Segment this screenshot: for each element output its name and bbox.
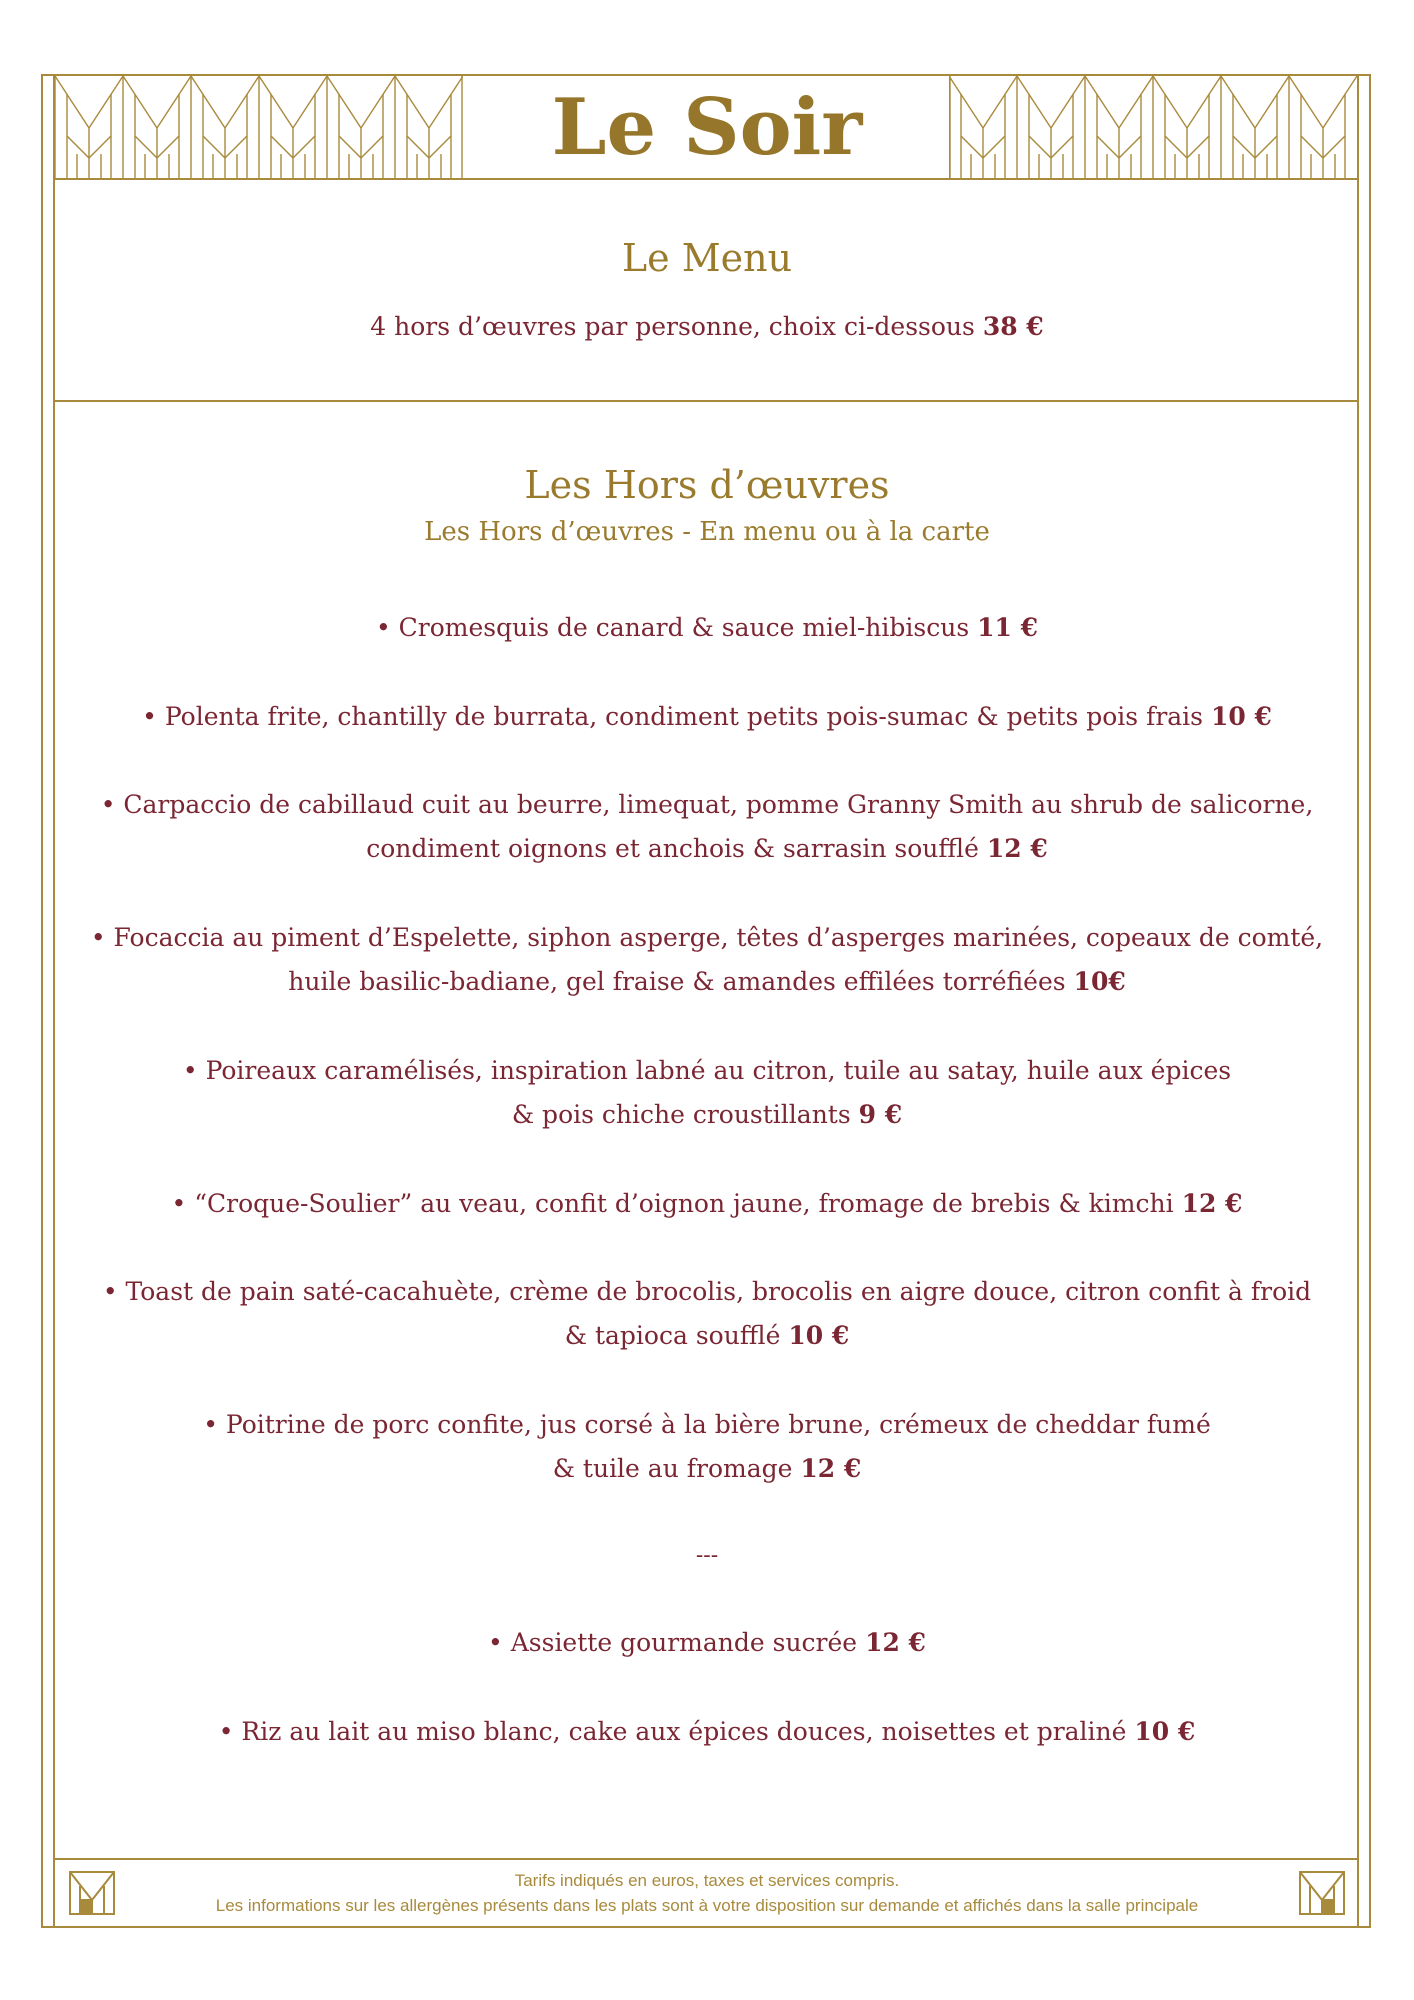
hors-doeuvre-item-line: [60, 1182, 1354, 1226]
hors-doeuvre-item-price: 12 €: [986, 834, 1048, 863]
hors-doeuvre-item-price: 10 €: [788, 1321, 850, 1350]
hors-subheading: Les Hors d’œuvres - En menu ou à la carte: [424, 517, 990, 547]
hors-doeuvre-item-line: [60, 606, 1354, 650]
page-title: Le Soir: [551, 82, 863, 173]
hors-heading: Les Hors d’œuvres: [524, 463, 890, 507]
hors-doeuvre-item-price: 9 €: [858, 1100, 903, 1129]
hors-doeuvre-item: [60, 1182, 1354, 1226]
hors-doeuvre-item-text: & tuile au fromage: [552, 1454, 793, 1483]
hors-doeuvre-item: [60, 783, 1354, 871]
restaurant-logo-icon-right: [1298, 1870, 1346, 1916]
hors-doeuvre-item-text: • Poitrine de porc confite, jus corsé à la bière brune, crémeux de cheddar fumé: [203, 1410, 1211, 1439]
hors-doeuvre-item-line: [60, 1270, 1354, 1314]
hors-doeuvre-item-text: & pois chiche croustillants: [511, 1100, 851, 1129]
footer-allergens-note: Les informations sur les allergènes présents dans les plats sont à votre disposition sur demande et affichés dans la salle principale: [215, 1896, 1199, 1915]
menu-price: 38 €: [982, 312, 1044, 341]
hors-doeuvre-item-text: & tapioca soufflé: [564, 1321, 781, 1350]
dessert-item-line: [60, 1710, 1354, 1754]
hors-doeuvre-item-text: • Carpaccio de cabillaud cuit au beurre, limequat, pomme Granny Smith au shrub de salicorne,: [100, 790, 1314, 819]
hors-doeuvre-item: [60, 1403, 1354, 1491]
hors-doeuvre-item-text: • “Croque-Soulier” au veau, confit d’oignon jaune, fromage de brebis & kimchi: [171, 1189, 1174, 1218]
hors-doeuvre-item-price: 10€: [1073, 967, 1126, 996]
dessert-item: [60, 1621, 1354, 1665]
hors-doeuvre-item-line: [60, 960, 1354, 1004]
hors-doeuvre-item-line: [60, 1049, 1354, 1093]
separator: ---: [695, 1543, 719, 1568]
hors-doeuvre-item-text: condiment oignons et anchois & sarrasin soufflé: [366, 834, 979, 863]
dessert-item-text: • Assiette gourmande sucrée: [488, 1628, 858, 1657]
menu-heading: Le Menu: [621, 236, 793, 280]
hors-doeuvre-item: [60, 606, 1354, 650]
hors-doeuvre-item-line: [60, 1314, 1354, 1358]
dessert-item-price: 12 €: [865, 1628, 926, 1657]
dessert-item-price: 10 €: [1134, 1717, 1196, 1746]
hors-doeuvre-item-line: [60, 916, 1354, 960]
dessert-item: [60, 1710, 1354, 1754]
menu-description: [60, 305, 1354, 349]
hors-doeuvre-item: [60, 695, 1354, 739]
dessert-item-text: • Riz au lait au miso blanc, cake aux épices douces, noisettes et praliné: [218, 1717, 1127, 1746]
footer-prices-note: Tarifs indiqués en euros, taxes et services compris.: [514, 1871, 900, 1890]
hors-doeuvre-item-text: • Cromesquis de canard & sauce miel-hibiscus: [375, 613, 970, 642]
hors-doeuvre-item-price: 10 €: [1210, 702, 1272, 731]
hors-doeuvre-item-line: [60, 783, 1354, 827]
hors-doeuvre-item-price: 12 €: [800, 1454, 862, 1483]
hors-doeuvre-item-text: • Focaccia au piment d’Espelette, siphon asperge, têtes d’asperges marinées, copeaux de comté,: [90, 923, 1324, 952]
divider-menu: [53, 400, 1359, 402]
divider-footer: [53, 1858, 1359, 1860]
hors-doeuvre-item-line: [60, 1447, 1354, 1491]
hors-doeuvre-item-text: • Toast de pain saté-cacahuète, crème de brocolis, brocolis en aigre douce, citron confit à froid: [102, 1277, 1312, 1306]
hors-doeuvre-item: [60, 1270, 1354, 1358]
dessert-item-line: [60, 1621, 1354, 1665]
hors-doeuvre-item: [60, 1049, 1354, 1137]
hors-doeuvre-item-line: [60, 827, 1354, 871]
hors-doeuvre-item-price: 11 €: [977, 613, 1038, 642]
hors-doeuvre-item-line: [60, 1403, 1354, 1447]
hors-doeuvre-item-text: • Polenta frite, chantilly de burrata, condiment petits pois-sumac & petits pois frais: [142, 702, 1203, 731]
hors-doeuvre-item-price: 12 €: [1181, 1189, 1243, 1218]
hors-doeuvre-item-text: huile basilic-badiane, gel fraise & amandes effilées torréfiées: [288, 967, 1066, 996]
hors-doeuvre-item: [60, 916, 1354, 1004]
hors-doeuvre-item-text: • Poireaux caramélisés, inspiration labné au citron, tuile au satay, huile aux épices: [182, 1056, 1232, 1085]
hors-doeuvre-item-line: [60, 1093, 1354, 1137]
hors-doeuvre-item-line: [60, 695, 1354, 739]
menu-description-text: 4 hors d’œuvres par personne, choix ci-dessous: [370, 312, 975, 341]
restaurant-logo-icon-left: [68, 1870, 116, 1916]
